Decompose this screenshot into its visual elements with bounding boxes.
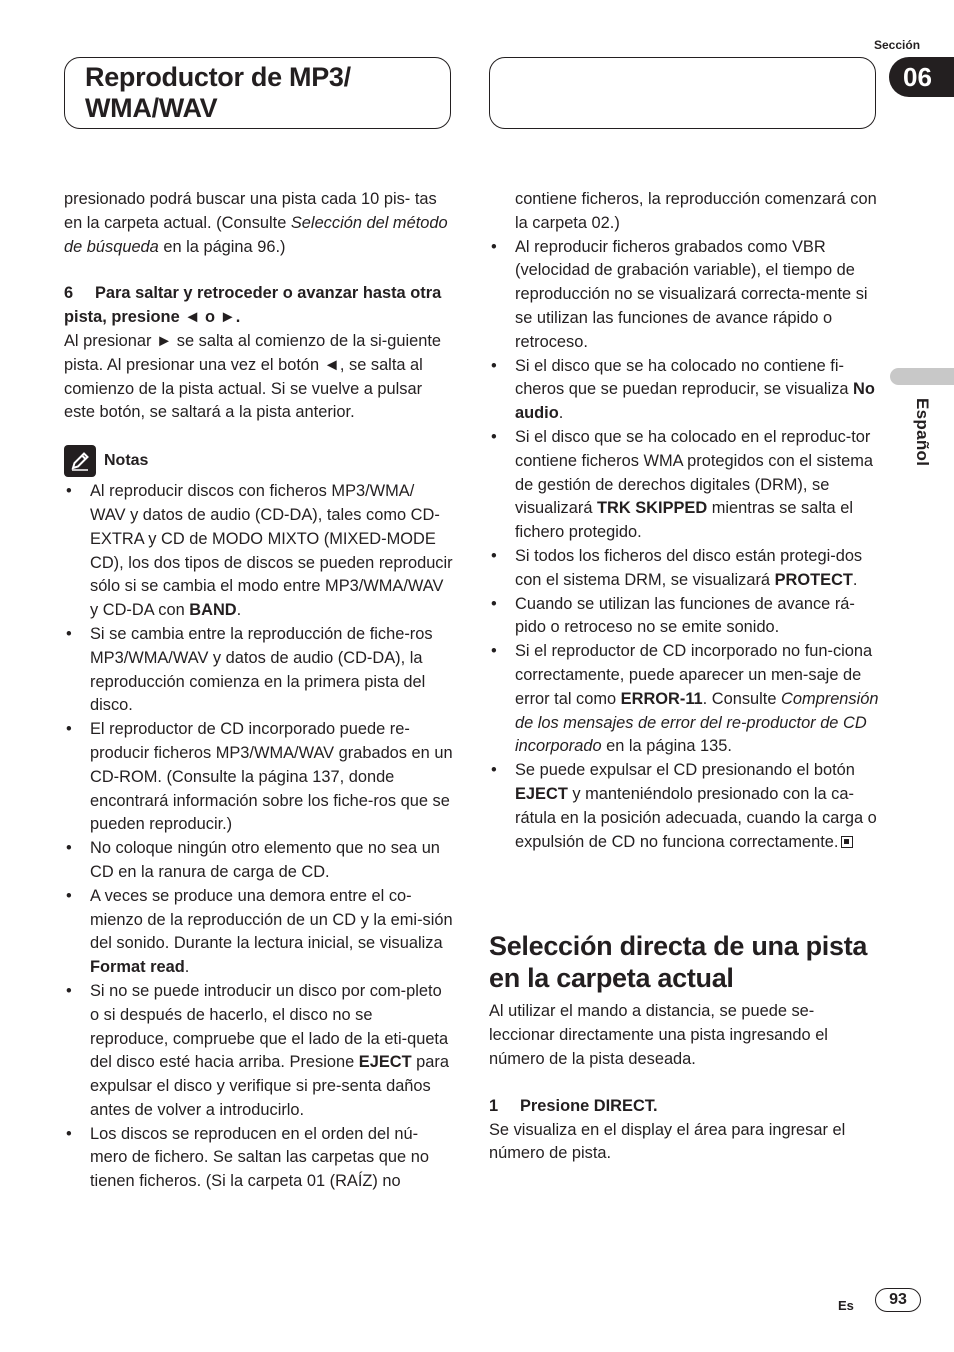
continued-note: contiene ficheros, la reproducción comenzará con la carpeta 02.): [515, 190, 877, 232]
list-item: • Si el disco que se ha colocado en el reproduc-tor contiene ficheros WMA protegidos con el sistema de gestión de derechos digitales (DRM), se visualizará TRK SKIPPED mientras se salta el fichero protegido.: [491, 427, 874, 542]
bullet-dot: •: [491, 594, 497, 613]
list-item: • Los discos se reproducen en el orden del nú-mero de fichero. Se saltan las carpetas que no tienen ficheros. (Si la carpeta 01 (RAÍZ) no: [66, 1124, 429, 1191]
list-item: • Se puede expulsar el CD presionando el botón EJECT y manteniéndolo presionado con la ca-rátula en la posición adecuada, cuando la carga o expulsión de CD no funciona correctamente.: [491, 761, 877, 851]
section-number-badge: 06: [889, 57, 954, 97]
step-6-heading: 6 Para saltar y retroceder o avanzar hasta otra pista, presione ◄ o ►.: [64, 284, 442, 327]
chapter-title-box: [64, 57, 451, 129]
bullet-dot: •: [66, 886, 72, 905]
notes-list-continued: [489, 236, 879, 855]
bullet-dot: •: [66, 839, 72, 858]
list-item: • Si se cambia entre la reproducción de fiche-ros MP3/WMA/WAV y datos de audio (CD-DA), la reproducción comienza en la primera pista del disco.: [66, 624, 433, 715]
left-column: [64, 188, 454, 1194]
step-6-body: Al presionar ► se salta al comienzo de la si-guiente pista. Al presionar una vez el botón ◄, se salta al comienzo de la pista actual. Si se vuelve a pulsar este botón, se saltará a la pista anterior.: [64, 331, 442, 422]
bullet-dot: •: [66, 981, 72, 1000]
bullet-dot: •: [66, 482, 72, 501]
notes-label: Notas: [104, 452, 149, 470]
language-label: Español: [913, 398, 932, 467]
end-square-icon: [841, 836, 853, 848]
list-item: • Al reproducir ficheros grabados como VBR (velocidad de grabación variable), el tiempo de reproducción no se visualizará correcta-mente si se utilizan las funciones de avance rápido o retroceso.: [491, 237, 868, 351]
bullet-dot: •: [491, 642, 497, 661]
section-heading: Selección directa de una pista en la carpeta actual: [489, 931, 868, 994]
chapter-title: Reproductor de MP3/ WMA/WAV: [85, 62, 351, 123]
bullet-dot: •: [491, 356, 497, 375]
step-1-body: Se visualiza en el display el área para ingresar el número de pista.: [489, 1120, 846, 1163]
bullet-dot: •: [491, 761, 497, 780]
list-item: • Si el disco que se ha colocado no contiene fi-cheros que se puedan reproducir, se visualiza No audio.: [491, 356, 875, 423]
intro-paragraph: presionado podrá buscar una pista cada 10 pis- tas en la carpeta actual. (Consulte Selección del método de búsqueda en la página 96.): [64, 190, 448, 256]
bullet-dot: •: [66, 624, 72, 643]
notes-list: [64, 480, 454, 1194]
list-item: • No coloque ningún otro elemento que no sea un CD en la ranura de carga de CD.: [66, 839, 440, 881]
list-item: • Al reproducir discos con ficheros MP3/WMA/ WAV y datos de audio (CD-DA), tales como CD-EXTRA y CD de MODO MIXTO (MIXED-MODE CD), los dos tipos de discos se pueden reproducir sólo si se cambia el modo entre MP3/WMA/WAV y CD-DA con BAND.: [66, 482, 453, 620]
bullet-dot: •: [491, 427, 497, 446]
list-item: • El reproductor de CD incorporado puede re-producir ficheros MP3/WMA/WAV grabados en un CD-ROM. (Consulte la página 137, donde encontrará información sobre los fiche-ros que se pueden reproducir.): [66, 720, 453, 834]
list-item: • Si el reproductor de CD incorporado no fun-ciona correctamente, puede aparecer un men-saje de error tal como ERROR-11. Consulte Comprensión de los mensajes de error del re-productor de CD incorporado en la página 135.: [491, 642, 879, 756]
pencil-icon: [64, 445, 96, 477]
list-item: • Si todos los ficheros del disco están protegi-dos con el sistema DRM, se visualizará PROTECT.: [491, 546, 863, 589]
list-item: • Cuando se utilizan las funciones de avance rá-pido o retroceso no se emite sonido.: [491, 594, 855, 637]
page-number: 93: [875, 1288, 921, 1312]
header-right-box: [489, 57, 876, 129]
bullet-dot: •: [491, 546, 497, 565]
section-intro: Al utilizar el mando a distancia, se puede se-leccionar directamente una pista ingresando el número de la pista deseada.: [489, 1002, 828, 1068]
bullet-dot: •: [491, 237, 497, 256]
list-item: • A veces se produce una demora entre el co-mienzo de la reproducción de un CD y la emi-sión del sonido. Durante la lectura inicial, se visualiza Format read.: [66, 886, 453, 977]
step-1-heading: 1 Presione DIRECT.: [489, 1096, 658, 1115]
right-column: [489, 188, 879, 1166]
section-label: Sección: [874, 38, 921, 52]
bullet-dot: •: [66, 1124, 72, 1143]
language-tab: [890, 368, 954, 385]
bullet-dot: •: [66, 720, 72, 739]
list-item: • Si no se puede introducir un disco por com-pleto o si después de hacerlo, el disco no se reproduce, compruebe que el lado de la eti-queta del disco esté hacia arriba. Presione EJECT para expulsar el disco y verifique si pre-senta daños antes de volver a introducirlo.: [66, 981, 449, 1119]
notes-heading: [64, 445, 454, 477]
footer-language-code: Es: [838, 1298, 854, 1313]
